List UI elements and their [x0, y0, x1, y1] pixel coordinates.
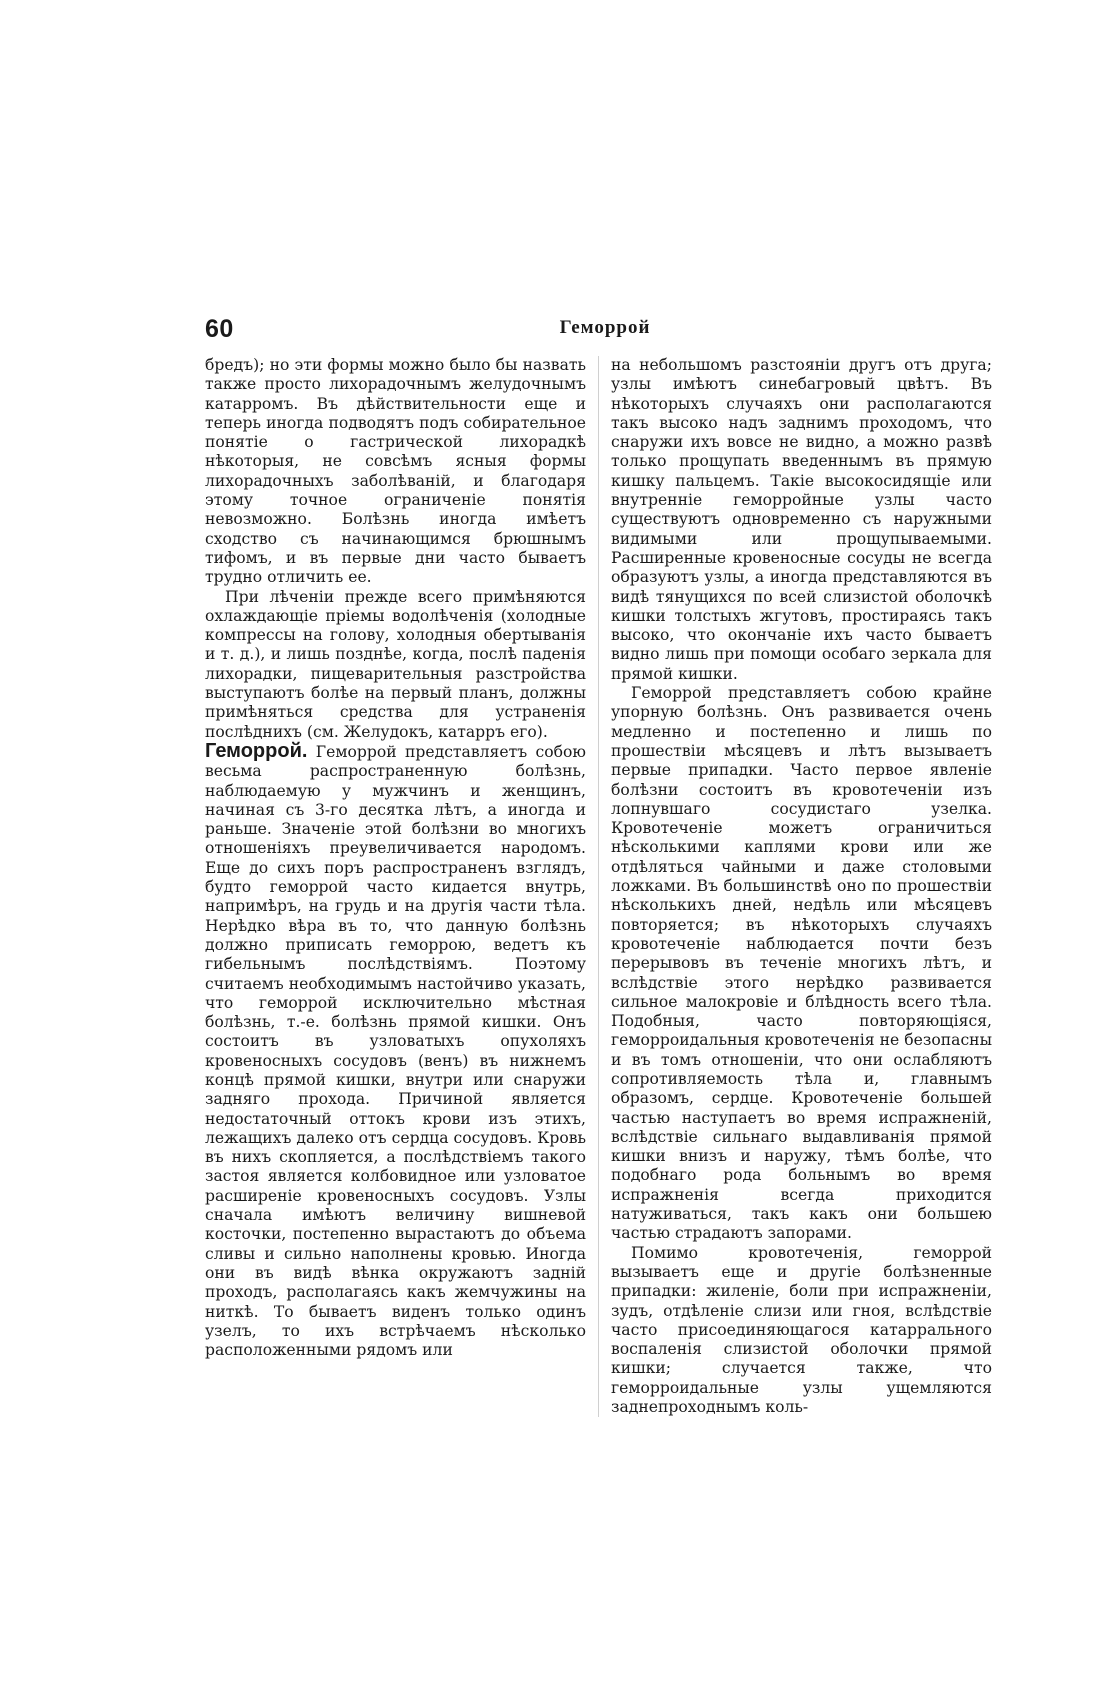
entry-title: Геморрой.	[205, 739, 308, 762]
entry-text: Геморрой представляетъ собою весьма распространенную болѣзнь, наблюдаемую у мужчинъ и женщинъ, начиная съ 3-го десятка лѣтъ, а иногда и раньше. Значеніе этой болѣзни во многихъ отношеніяхъ преувеличивается народомъ. Еще до сихъ поръ распространенъ взглядъ, будто геморрой часто кидается внутрь, напримѣръ, на грудь и на другія части тѣла. Нерѣдко вѣра въ то, что данную болѣзнь должно приписать геморрою, ведетъ къ гибельнымъ послѣдствіямъ. Поэтому считаемъ необходимымъ настойчиво указать, что геморрой исключительно мѣстная болѣзнь, т.-е. болѣзнь прямой кишки. Онъ состоитъ въ узловатыхъ опухоляхъ кровеносныхъ сосудовъ (венъ) въ нижнемъ концѣ прямой кишки, внутри или снаружи задняго прохода. Причиной является недостаточный оттокъ крови изъ этихъ, лежащихъ далеко отъ сердца сосудовъ. Кровь въ нихъ скопляется, а послѣдствіемъ такого застоя является колбовидное или узловатое расширеніе кровеносныхъ сосудовъ. Узлы сначала имѣютъ величину вишневой косточки, постепенно вырастаютъ до объема сливы и сильно наполнены кровью. Иногда они въ видѣ вѣнка окружаютъ задній проходъ, располагаясь какъ жемчужины на ниткѣ. То бываетъ виденъ только одинъ узелъ, то ихъ встрѣчаемъ нѣсколько расположенными рядомъ или	[205, 742, 586, 1360]
text-columns	[205, 356, 1005, 1417]
paragraph: При лѣченіи прежде всего примѣняются охлаждающіе пріемы водолѣченія (холодные компрессы на голову, холодныя обертыванія и т. д.), и лишь позднѣе, когда, послѣ паденія лихорадки, пищеварительныя разстройства выступаютъ болѣе на первый планъ, должны примѣняться средства для устраненія послѣднихъ (см. Желудокъ, катарръ его).	[205, 587, 586, 741]
book-page	[205, 315, 1005, 1655]
page-number: 60	[205, 315, 234, 343]
paragraph: Геморрой представляетъ собою крайне упорную болѣзнь. Онъ развивается очень медленно и постепенно и лишь по прошествіи мѣсяцевъ и лѣтъ вызываетъ первые припадки. Часто первое явленіе болѣзни состоитъ въ кровотеченіи изъ лопнувшаго сосудистаго узелка. Кровотеченіе можетъ ограничиться нѣсколькими каплями крови или же отдѣляться чайными и даже столовыми ложками. Въ большинствѣ оно по прошествіи нѣсколькихъ дней, недѣль или мѣсяцевъ повторяется; въ нѣкоторыхъ случаяхъ кровотеченіе наблюдается почти безъ перерывовъ въ теченіе многихъ лѣтъ, и вслѣдствіе этого нерѣдко развивается сильное малокровіе и блѣдность всего тѣла. Подобныя, часто повторяющіяся, геморроидальныя кровотеченія не безопасны и въ томъ отношеніи, что они ослабляютъ сопротивляемость тѣла и, главнымъ образомъ, сердце. Кровотеченіе большей частью наступаетъ во время испражненій, вслѣдствіе сильнаго выдавливанія прямой кишки внизъ и наружу, тѣмъ болѣе, что подобнаго рода больнымъ во время испражненія всегда приходится натуживаться, такъ какъ они большею частью страдаютъ запорами.	[611, 684, 992, 1243]
entry-paragraph	[205, 739, 586, 1361]
running-head: Геморрой	[559, 317, 651, 338]
left-column	[205, 356, 599, 1417]
paragraph: на небольшомъ разстояніи другъ отъ друга; узлы имѣютъ синебагровый цвѣтъ. Въ нѣкоторыхъ случаяхъ они располагаются такъ высоко надъ заднимъ проходомъ, что снаружи ихъ вовсе не видно, а можно развѣ только прощупать введеннымъ въ прямую кишку пальцемъ. Такіе высокосидящіе или внутренніе геморройные узлы часто существуютъ одновременно съ наружными видимыми или прощупываемыми. Расширенные кровеносные сосуды не всегда образуютъ узлы, а иногда представляются въ видѣ тянущихся по всей слизистой оболочкѣ кишки толстыхъ жгутовъ, простираясь такъ высоко, что окончаніе ихъ часто бываетъ видно лишь при помощи особаго зеркала для прямой кишки.	[611, 356, 992, 683]
paragraph: Помимо кровотеченія, геморрой вызываетъ еще и другіе болѣзненные припадки: жиленіе, боли при испражненіи, зудъ, отдѣленіе слизи или гноя, вслѣдствіе часто присоединяющагося катаррального воспаленія слизистой оболочки прямой кишки; случается также, что геморроидальные узлы ущемляются заднепроходнымъ коль-	[611, 1243, 992, 1417]
right-column	[599, 356, 992, 1417]
page-header	[205, 315, 1005, 355]
paragraph: бредъ); но эти формы можно было бы назвать также просто лихорадочнымъ желудочнымъ катарромъ. Въ дѣйствительности еще и теперь иногда подводятъ подъ собирательное понятіе о гастрической лихорадкѣ нѣкоторыя, не совсѣмъ ясныя формы лихорадочныхъ заболѣваній, и благодаря этому точное ограниченіе понятія невозможно. Болѣзнь иногда имѣетъ сходство съ начинающимся брюшнымъ тифомъ, и въ первые дни часто бываетъ трудно отличить ее.	[205, 356, 586, 587]
